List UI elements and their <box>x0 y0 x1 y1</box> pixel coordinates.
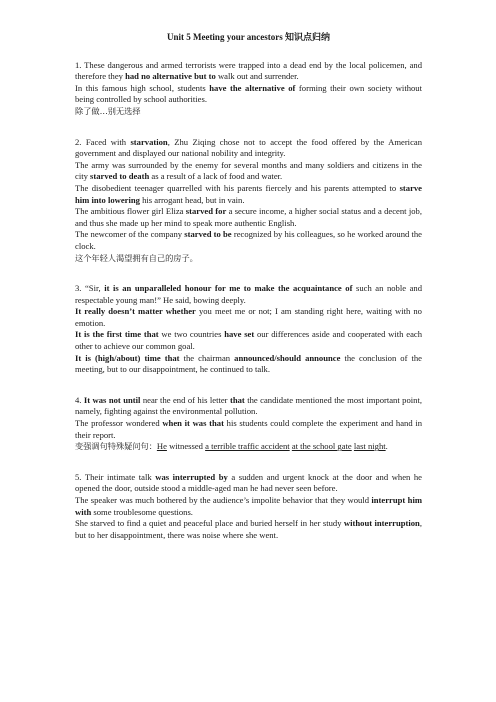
key-phrase: that <box>229 394 245 405</box>
text: as a result of a lack of food and water. <box>149 171 283 182</box>
s3-sentence-a <box>75 283 422 306</box>
text: a secure income, a higher social status and a decent job, and thus she made up her mind to speak more authentic English. <box>75 206 422 228</box>
text: The army was surrounded by the enemy for several months and many soldiers and citizens in the city <box>75 159 422 182</box>
text: The speaker was much bothered by the audience’s impolite behavior that they would <box>75 495 372 505</box>
text: 3. “Sir, <box>75 283 105 294</box>
s1-sentence-a <box>75 60 422 83</box>
key-phrase: starved to be <box>184 229 232 240</box>
text: , Zhu Ziqing chose not to accept the food offered by the American government and displayed our national nobility and integrity. <box>75 136 422 159</box>
text: we two countries <box>158 329 225 340</box>
text: . <box>385 441 388 452</box>
text: 4. <box>75 394 84 405</box>
section-3 <box>75 283 422 376</box>
key-phrase: when it was that <box>162 418 224 429</box>
section-4 <box>75 395 422 453</box>
text: you meet me or not; I am standing right here, waiting with no emotion. <box>75 306 422 328</box>
text: the candidate mentioned the most important point, namely, fighting against the environmental pollution. <box>75 394 422 417</box>
document-title: Unit 5 Meeting your ancestors 知识点归纳 <box>166 32 331 42</box>
key-phrase: It is (high/about) time that <box>75 352 180 363</box>
section-2 <box>75 137 422 265</box>
underlined-part: He <box>156 441 167 452</box>
s2-sentence-c <box>75 183 422 206</box>
document-page <box>75 32 422 541</box>
text: She starved to find a quiet and peaceful place and buried herself in her study <box>75 518 344 529</box>
s4-sentence-a <box>75 395 422 418</box>
text: recognized by his colleagues, so he worked around the clock. <box>75 229 422 251</box>
key-phrase: starved for <box>185 206 227 217</box>
key-phrase: starve him into lowering <box>75 182 422 205</box>
key-phrase: had no alternative but to <box>125 71 216 82</box>
s4-exercise <box>75 441 422 453</box>
s5-sentence-b <box>75 495 422 518</box>
key-phrase: interrupt him with <box>75 495 422 517</box>
text: 5. Their intimate talk <box>75 471 156 482</box>
text: such an noble and respectable young man!” He said, bowing deeply. <box>75 283 422 305</box>
s2-chinese-note: 这个年轻人渴望拥有自己的房子。 <box>75 252 198 263</box>
s3-sentence-c <box>75 329 422 352</box>
section-5 <box>75 472 422 542</box>
text: his arrogant head, but in vain. <box>139 194 245 205</box>
s2-sentence-d <box>75 206 422 229</box>
text: The newcomer of the company <box>75 229 185 240</box>
text: The disobedient teenager quarrelled with his parents fiercely and his parents attempted to <box>75 182 400 193</box>
text: the chairman <box>179 352 235 363</box>
key-phrase: without interruption <box>343 518 420 529</box>
key-phrase: It is the first time that <box>75 329 159 340</box>
s2-sentence-b <box>75 160 422 183</box>
text: our differences aside and cooperated with each other to achieve our common goal. <box>75 329 422 352</box>
text: , but to her disappointment, there was noise where she went. <box>75 518 422 540</box>
s1-sentence-b <box>75 83 422 106</box>
text: The ambitious flower girl Eliza <box>75 206 186 217</box>
text: 2. Faced with <box>75 136 131 147</box>
text: witnessed <box>166 441 206 452</box>
text: his students could complete the experiment and hand in their report. <box>75 418 423 440</box>
underlined-part: at the school gate <box>291 441 352 452</box>
s4-sentence-b <box>75 418 422 441</box>
key-phrase: starved to death <box>90 171 150 182</box>
text: 1. These dangerous and armed terrorists were trapped into a dead end by the local policemen, and therefore they <box>75 59 422 82</box>
key-phrase: was interrupted by <box>155 471 228 482</box>
s3-sentence-d <box>75 353 422 376</box>
s2-sentence-a <box>75 137 422 160</box>
key-phrase: starvation <box>130 136 168 147</box>
text: the conclusion of the meeting, but to our disappointment, he continued to talk. <box>75 352 422 375</box>
s1-chinese-note: 除了做…别无选择 <box>75 105 141 116</box>
text: The professor wondered <box>75 418 163 429</box>
chinese-instruction: 变强调句特殊疑问句： <box>75 441 157 452</box>
s3-sentence-b <box>75 306 422 329</box>
text: walk out and surrender. <box>215 71 299 82</box>
key-phrase: it is an unparalleled honour for me to make the acquaintance of <box>104 283 353 294</box>
key-phrase: have set <box>224 329 255 340</box>
s5-sentence-a <box>75 472 422 495</box>
key-phrase: It was not until <box>83 394 141 405</box>
text: In this famous high school, students <box>75 82 210 93</box>
s5-sentence-c <box>75 518 422 541</box>
key-phrase: announced/should announce <box>234 352 341 363</box>
s2-sentence-e <box>75 229 422 252</box>
section-1 <box>75 60 422 118</box>
key-phrase: have the alternative of <box>209 82 296 93</box>
text: near the end of his letter <box>140 394 230 405</box>
underlined-part: a terrible traffic accident <box>205 441 290 452</box>
text: some troublesome questions. <box>91 506 193 517</box>
underlined-part: last night <box>353 441 386 452</box>
text: a sudden and urgent knock at the door and when he opened the door, outside stood a middle-aged man he had never seen before. <box>75 471 422 494</box>
text: forming their own society without being controlled by school authorities. <box>75 82 422 105</box>
key-phrase: It really doesn’t matter whether <box>75 306 196 317</box>
